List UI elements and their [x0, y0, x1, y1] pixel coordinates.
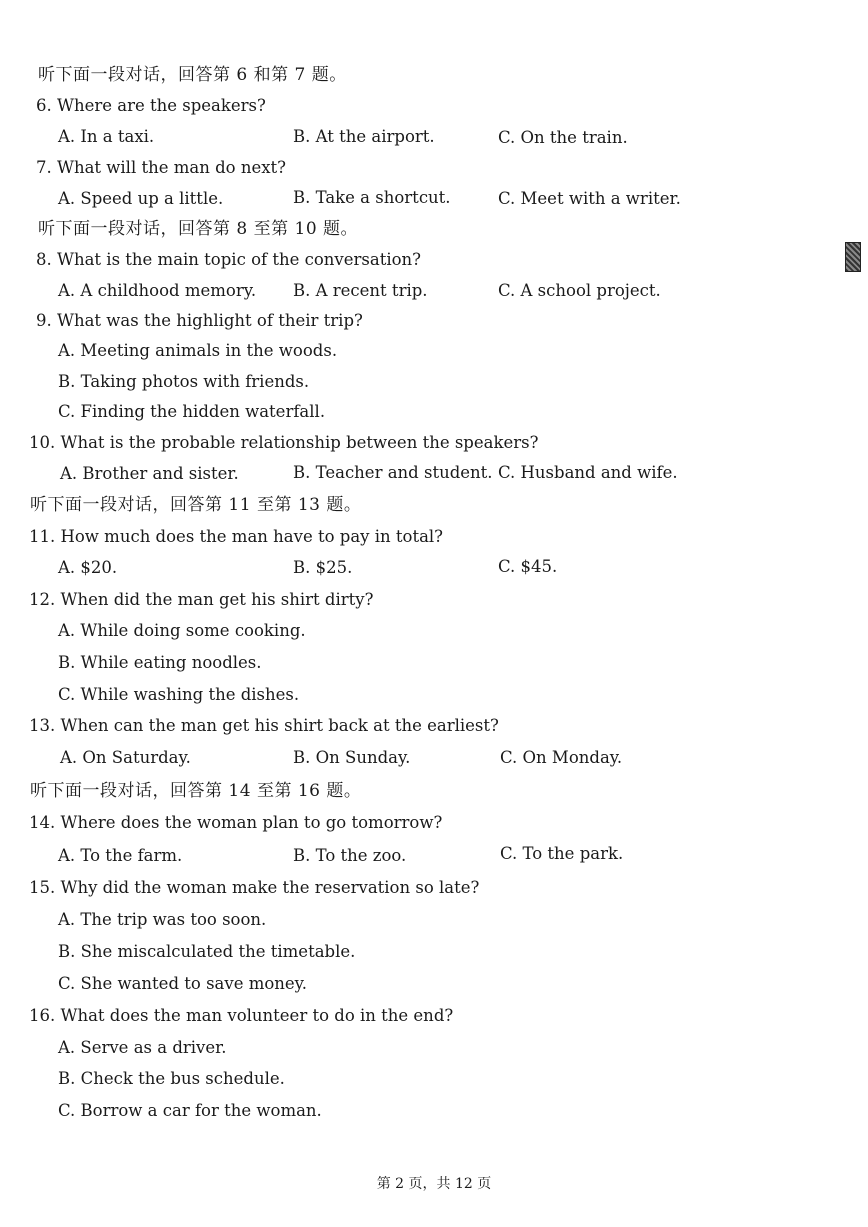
q13-option-a: A. On Saturday.	[60, 748, 191, 767]
q6-option-c: C. On the train.	[498, 128, 628, 147]
q8-option-a: A. A childhood memory.	[58, 281, 257, 300]
question-16: 16. What does the man volunteer to do in the end?	[29, 1006, 454, 1025]
q15-option-b: B. She miscalculated the timetable.	[58, 942, 356, 961]
q16-option-b: B. Check the bus schedule.	[58, 1069, 285, 1088]
q15-option-c: C. She wanted to save money.	[58, 974, 308, 993]
section-intro-11-13: 听下面一段对话，回答第 11 至第 13 题。	[30, 495, 362, 515]
q12-option-a: A. While doing some cooking.	[58, 621, 306, 640]
q13-option-b: B. On Sunday.	[293, 748, 411, 767]
q9-option-a: A. Meeting animals in the woods.	[58, 341, 338, 360]
q14-option-b: B. To the zoo.	[293, 846, 407, 865]
q15-option-a: A. The trip was too soon.	[58, 910, 267, 929]
q8-option-b: B. A recent trip.	[293, 281, 428, 300]
page-edge-tab	[845, 242, 861, 272]
question-12: 12. When did the man get his shirt dirty?	[29, 590, 374, 609]
q7-option-a: A. Speed up a little.	[58, 189, 224, 208]
q7-option-b: B. Take a shortcut.	[293, 188, 451, 207]
question-13: 13. When can the man get his shirt back at the earliest?	[29, 716, 499, 735]
q6-option-b: B. At the airport.	[293, 127, 435, 146]
q11-option-b: B. $25.	[293, 558, 353, 577]
question-11: 11. How much does the man have to pay in total?	[29, 527, 444, 546]
q10-option-b: B. Teacher and student.	[293, 463, 493, 482]
page-number-footer: 第 2 页，共 12 页	[376, 1176, 492, 1192]
q12-option-c: C. While washing the dishes.	[58, 685, 300, 704]
q16-option-c: C. Borrow a car for the woman.	[58, 1101, 322, 1120]
question-10: 10. What is the probable relationship between the speakers?	[29, 433, 539, 452]
q10-option-a: A. Brother and sister.	[60, 464, 239, 483]
question-15: 15. Why did the woman make the reservation so late?	[29, 878, 480, 897]
q14-option-c: C. To the park.	[500, 844, 624, 863]
q7-option-c: C. Meet with a writer.	[498, 189, 681, 208]
q10-option-c: C. Husband and wife.	[498, 463, 678, 482]
section-intro-8-10: 听下面一段对话，回答第 8 至第 10 题。	[38, 219, 359, 239]
q8-option-c: C. A school project.	[498, 281, 661, 300]
question-7: 7. What will the man do next?	[36, 158, 287, 177]
question-14: 14. Where does the woman plan to go tomorrow?	[29, 813, 443, 832]
q11-option-a: A. $20.	[58, 558, 118, 577]
q11-option-c: C. $45.	[498, 557, 558, 576]
question-9: 9. What was the highlight of their trip?	[36, 311, 363, 330]
q12-option-b: B. While eating noodles.	[58, 653, 262, 672]
question-8: 8. What is the main topic of the conversation?	[36, 250, 422, 269]
section-intro-14-16: 听下面一段对话，回答第 14 至第 16 题。	[30, 781, 362, 801]
section-intro-6-7: 听下面一段对话，回答第 6 和第 7 题。	[38, 65, 347, 85]
q9-option-c: C. Finding the hidden waterfall.	[58, 402, 326, 421]
q6-option-a: A. In a taxi.	[58, 127, 155, 146]
q14-option-a: A. To the farm.	[58, 846, 183, 865]
q13-option-c: C. On Monday.	[500, 748, 623, 767]
q16-option-a: A. Serve as a driver.	[58, 1038, 227, 1057]
q9-option-b: B. Taking photos with friends.	[58, 372, 310, 391]
question-6: 6. Where are the speakers?	[36, 96, 266, 115]
